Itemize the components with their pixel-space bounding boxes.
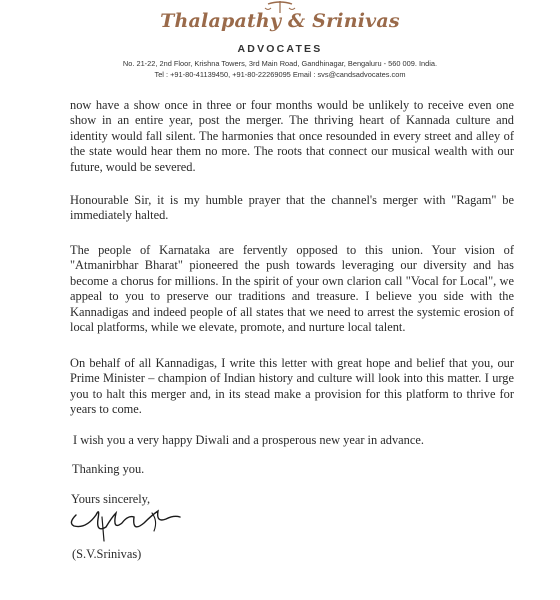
paragraph-merger-impact: now have a show once in three or four months would be unlikely to receive even one show in an entire year, post the merger. The thriving heart of Kannada culture and identity would fall silent. The harmonies that once resounded in every street and alley of the state would hear them no more. The roots that connect our musical wealth with our future, would be severed. bbox=[70, 98, 514, 174]
signer-name: (S.V.Srinivas) bbox=[72, 547, 142, 561]
firm-type: ADVOCATES bbox=[237, 43, 323, 55]
firm-address: No. 21-22, 2nd Floor, Krishna Towers, 3rd Main Road, Gandhinagar, Bengaluru - 560 009. India. bbox=[122, 59, 438, 68]
paragraph-karnataka-opposition: The people of Karnataka are fervently opposed to this union. Your vision of "Atmanirbhar Bharat" pioneered the push towards leveraging our diversity and has become a chorus for millions. In the spirit of your own clarion call "Vocal for Local", we appeal to you to preserve our traditions and treasure. I believe you side with the Kannadigas and indeed people of all states that we need to arrest the systemic erosion of local platforms, while we elevate, promote, and nurture local talent. bbox=[70, 243, 514, 335]
firm-contact: Tel : +91-80-41139450, +91-80-22269095 Email : svs@candsadvocates.com bbox=[154, 70, 406, 79]
paragraph-prayer: Honourable Sir, it is my humble prayer that the channel's merger with "Ragam" be immediately halted. bbox=[70, 193, 514, 223]
paragraph-appeal: On behalf of all Kannadigas, I write this letter with great hope and belief that you, our Prime Minister – champion of Indian history and culture will look into this matter. I urge you to halt this merger and, in its stead make a provision for this platform to thrive for years to come. bbox=[70, 356, 514, 417]
firm-name: Thalapathy & Srinivas bbox=[160, 10, 400, 32]
handwritten-signature bbox=[62, 493, 202, 543]
closing-salutation: Yours sincerely, bbox=[71, 492, 151, 506]
letterhead bbox=[0, 0, 560, 92]
paragraph-thanks: Thanking you. bbox=[72, 462, 145, 476]
paragraph-diwali-wishes: I wish you a very happy Diwali and a prosperous new year in advance. bbox=[73, 433, 424, 447]
